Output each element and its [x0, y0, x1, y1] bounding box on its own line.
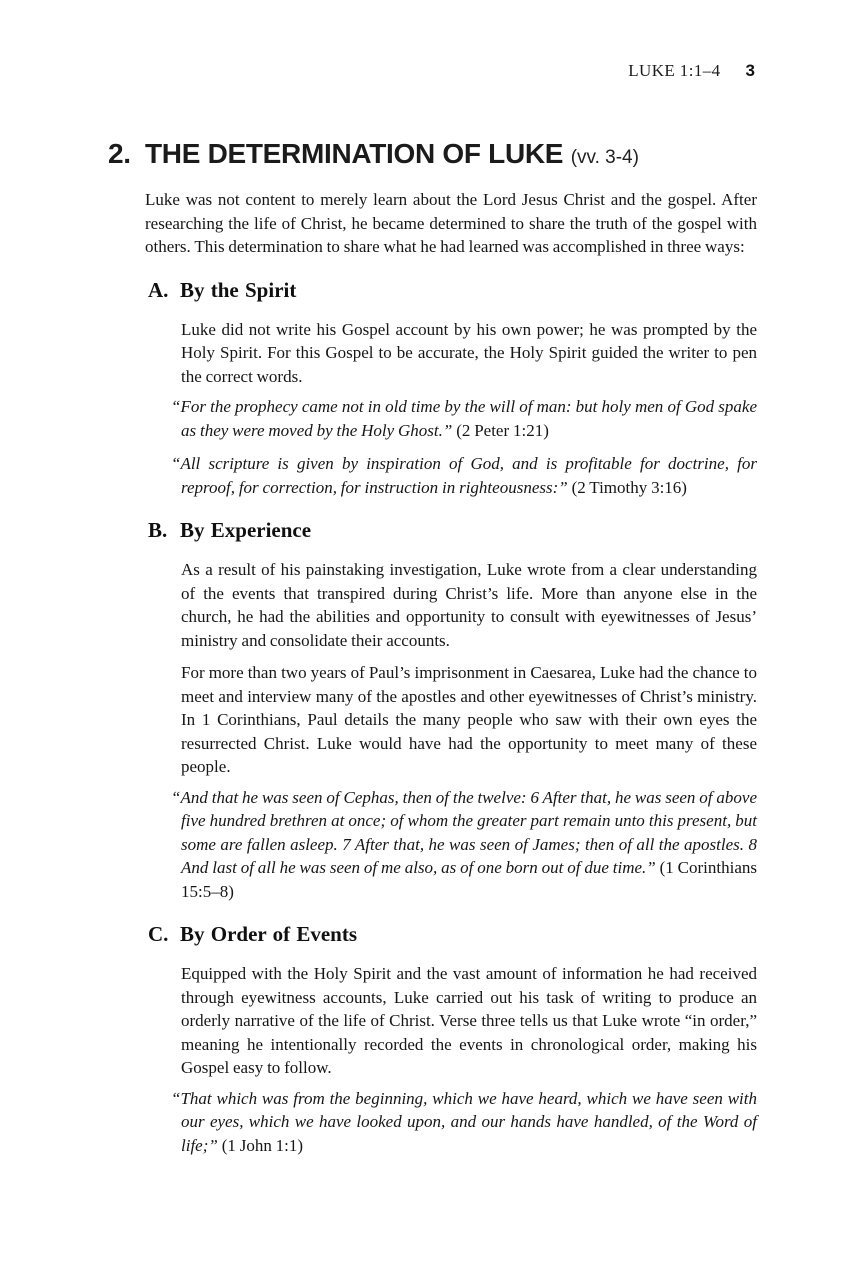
- body-paragraph: As a result of his painstaking investigation, Luke wrote from a clear understanding of the events that transpired during Christ’s life. More than anyone else in the church, he had the abilities and opportunity to consult with eyewitnesses of Jesus’ ministry and consolidate their accounts.: [181, 560, 757, 650]
- running-header: [628, 61, 755, 81]
- subsection-heading: [148, 921, 757, 947]
- scripture-quote: [171, 395, 757, 442]
- intro-paragraph: Luke was not content to merely learn about the Lord Jesus Christ and the gospel. After researching the life of Christ, he became determined to share the truth of the gospel with others. This determination to share what he had learned was accomplished in three ways:: [145, 190, 757, 256]
- scripture-quote: [171, 786, 757, 904]
- scripture-quote: [171, 452, 757, 499]
- subsection-heading: [148, 517, 757, 543]
- scripture-quote-reference: (1 Corinthians 15:5–8): [181, 858, 757, 901]
- scripture-quote-text: “That which was from the beginning, which we have heard, which we have seen with our eyes, which we have looked upon, and our hands have handled, of the Word of life;”: [171, 1088, 757, 1155]
- page-title-number: 2.: [108, 138, 131, 169]
- page-title-text: THE DETERMINATION OF LUKE: [145, 138, 564, 169]
- running-header-scripture-ref: LUKE 1:1–4: [628, 61, 721, 80]
- subsection-heading-text: By the Spirit: [180, 277, 297, 302]
- subsection-heading-text: By Order of Events: [180, 922, 358, 946]
- scripture-quote-reference: (2 Peter 1:21): [456, 420, 549, 440]
- scripture-quote-reference: (2 Timothy 3:16): [571, 477, 687, 497]
- subsection-label: B.: [148, 518, 168, 542]
- body-paragraph: For more than two years of Paul’s imprisonment in Caesarea, Luke had the chance to meet and interview many of the apostles and other eyewitnesses of Christ’s ministry. In 1 Corinthians, Paul details the many people who saw with their own eyes the resurrected Christ. Luke would have had the opportunity to meet many of these people.: [181, 663, 757, 776]
- page-title: [108, 138, 757, 174]
- subsection-heading-text: By Experience: [180, 518, 312, 542]
- subsection-label: C.: [148, 922, 169, 946]
- page-content: [0, 138, 865, 1157]
- scripture-quote-text: “For the prophecy came not in old time by the will of man: but holy men of God spake as they were moved by the Holy Ghost.”: [171, 397, 757, 440]
- scripture-quote: [171, 1087, 757, 1158]
- section-by-order-of-events: [108, 921, 757, 1157]
- page-number: 3: [745, 61, 755, 80]
- subsection-label: A.: [148, 277, 169, 302]
- body-paragraph: Equipped with the Holy Spirit and the vast amount of information he had received through eyewitness accounts, Luke carried out his task of writing to produce an orderly narrative of the life of Christ. Verse three tells us that Luke wrote “in order,” meaning he intentionally recorded the events in chronological order, making his Gospel easy to follow.: [181, 964, 757, 1077]
- scripture-quote-text: “And that he was seen of Cephas, then of the twelve: 6 After that, he was seen of above five hundred brethren at once; of whom the greater part remain unto this present, but some are fallen asleep. 7 After that, he was seen of James; then of all the apostles. 8 And last of all he was seen of me also, as of one born out of due time.”: [171, 787, 757, 877]
- section-by-the-spirit: [108, 277, 757, 500]
- scripture-quote-text: “All scripture is given by inspiration of God, and is profitable for doctrine, for reproof, for correction, for instruction in righteousness:”: [171, 454, 757, 497]
- section-by-experience: [108, 517, 757, 903]
- subsection-heading: [148, 277, 757, 303]
- page-title-verses: (vv. 3-4): [570, 147, 639, 168]
- scripture-quote-reference: (1 John 1:1): [221, 1135, 304, 1155]
- body-paragraph: Luke did not write his Gospel account by his own power; he was prompted by the Holy Spirit. For this Gospel to be accurate, the Holy Spirit guided the writer to pen the correct words.: [181, 319, 757, 386]
